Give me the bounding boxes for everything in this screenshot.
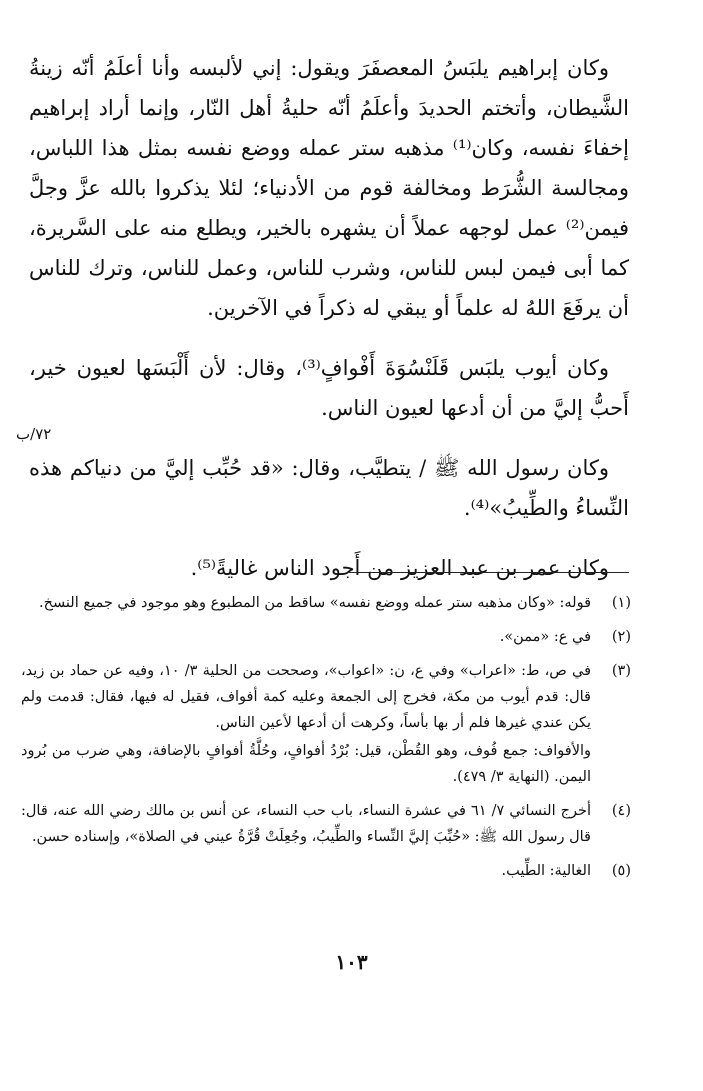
page-number: ١٠٣	[335, 950, 368, 974]
footnote-number: (١)	[611, 595, 631, 611]
footnote-item	[21, 658, 631, 792]
paragraph-ibrahim: وكان إبراهيم يلبَسُ المعصفَرَ ويقول: إني لألبسه وأنا أعلَمُ أنّه زينةُ الشَّيطان، وأتختم الحديدَ وأعلَمُ أنّه حليةُ أهل النّار، وإنما أراد إبراهيم إخفاءَ نفسه، وكان⁽¹⁾ مذهبه ستر عمله ووضع نفسه بمثل هذا اللباس، ومجالسة الشُّرَط ومخالفة قوم من الأدنياء؛ لئلا يذكروا بالله عزَّ وجلَّ فيمن⁽²⁾ عمل لوجهه عملاً أن يشهره بالخير، ويطلع منه على السَّريرة، كما أبى فيمن لبس للناس، وشرب للناس، وعمل للناس، وترك للناس أن يرفَعَ اللهُ له علماً أو يبقي له ذكراً في الآخرين.	[29, 56, 629, 320]
footnote-paragraph: في ص، ط: «اعراب» وفي ع، ن: «اعواب»، وصححت من الحلية ٣/ ١٠، وفيه عن حماد بن زيد، قال: قدم أيوب من مكة، فخرج إلى الجمعة وعليه كمة أفواف، فقيل له فيها، فقال: قدمت ولم يكن عندي غيرها فلم أر بها بأساً، وكرهت أن أدعها لأعين الناس.	[21, 663, 591, 731]
footnote-text	[21, 624, 591, 652]
paragraph-ayyub: وكان أيوب يلبَس قَلَنْسُوَةَ أَفْوافٍ⁽³⁾، وقال: لأن أَلْبَسَها لعيون خير، أَحبُّ إليَّ من أن أدعها لعيون الناس.	[29, 356, 629, 420]
paragraph-umar: وكان عمر بن عبد العزيز من أَجود الناس غاليةً⁽⁵⁾.	[190, 556, 609, 580]
footnote-paragraph: والأفواف: جمع فُوف، وهو القُطْن، قيل: بُرْدُ أفوافٍ، وحُلَّةُ أفوافٍ بالإضافة، وهي ضرب من بُرود اليمن. (النهاية ٣/ ٤٧٩).	[21, 743, 591, 785]
main-text	[29, 48, 629, 608]
footnote-text	[21, 658, 591, 792]
footnote-number: (٣)	[611, 663, 631, 679]
footnote-paragraph: أخرج النسائي ٧/ ٦١ في عشرة النساء، باب حب النساء، عن أنس بن مالك رضي الله عنه، قال: قال رسول الله ﷺ: «حُبِّبَ إليَّ النِّساء والطِّيبُ، وجُعِلَتْ قُرَّةُ عيني في الصلاة»، وإسناده حسن.	[21, 803, 591, 845]
paragraph-prophet: وكان رسول الله ﷺ / يتطيَّب، وقال: «قد حُبِّب إليَّ من دنياكم هذه النِّساءُ والطِّيبُ»⁽⁴⁾.	[29, 456, 629, 520]
footnote-number: (٥)	[611, 863, 631, 879]
footnotes	[21, 590, 631, 892]
footnote-text	[21, 798, 591, 852]
footnote-paragraph: الغالية: الطِّيب.	[501, 863, 591, 879]
footnote-text	[21, 590, 591, 618]
footnote-item	[21, 624, 631, 652]
manuscript-folio-note: ٧٢/ب	[16, 425, 52, 443]
footnote-paragraph: في ع: «ممن».	[499, 629, 591, 645]
footnote-separator	[349, 572, 629, 573]
footnote-number: (٢)	[611, 629, 631, 645]
footnote-item	[21, 590, 631, 618]
footnote-number: (٤)	[611, 803, 631, 819]
footnote-text	[21, 858, 591, 886]
footnote-item	[21, 798, 631, 852]
footnote-paragraph: قوله: «وكان مذهبه ستر عمله ووضع نفسه» ساقط من المطبوع وهو موجود في جميع النسخ.	[39, 595, 591, 611]
footnote-item	[21, 858, 631, 886]
